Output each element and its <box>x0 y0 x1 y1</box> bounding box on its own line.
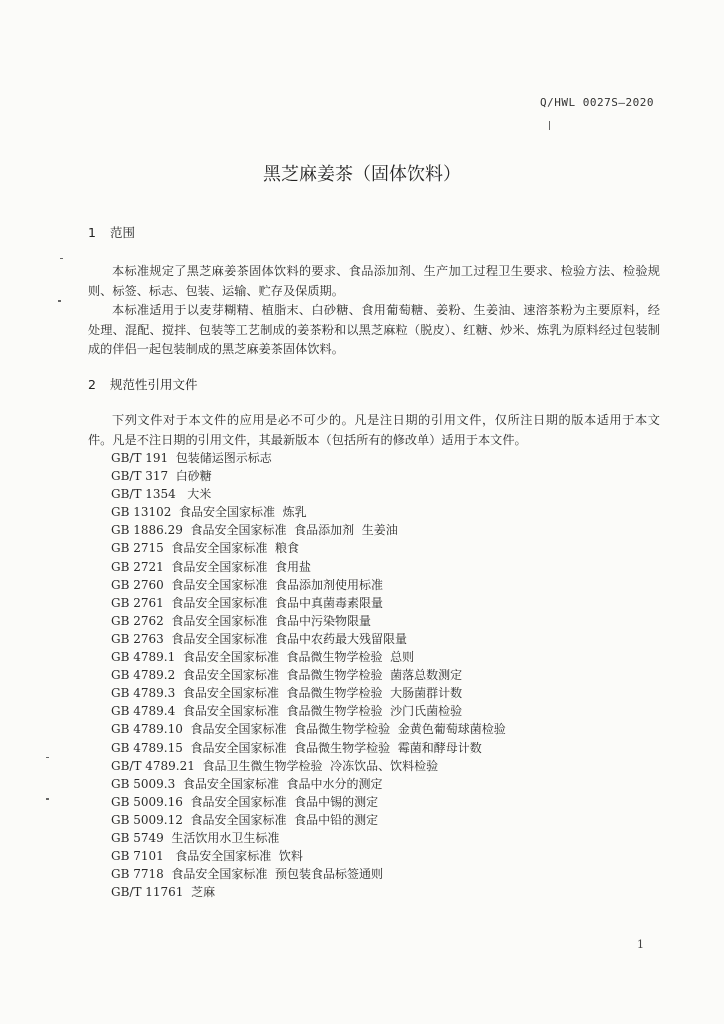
document-code: Q/HWL 0027S—2020 <box>540 96 654 109</box>
scan-speck <box>60 258 63 259</box>
reference-item: GB 2763 食品安全国家标准 食品中农药最大残留限量 <box>111 631 408 646</box>
reference-list <box>111 449 506 901</box>
reference-item: GB 13102 食品安全国家标准 炼乳 <box>111 505 307 520</box>
scan-speck <box>46 757 49 758</box>
reference-item: GB 7718 食品安全国家标准 预包装食品标签通则 <box>111 867 384 882</box>
reference-item: GB 4789.10 食品安全国家标准 食品微生物学检验 金黄色葡萄球菌检验 <box>111 722 506 737</box>
scan-speck <box>549 121 550 130</box>
section-title: 范围 <box>109 225 135 240</box>
reference-item: GB 4789.4 食品安全国家标准 食品微生物学检验 沙门氏菌检验 <box>111 704 463 719</box>
section-number: 2 <box>88 377 96 392</box>
scan-speck <box>46 798 49 800</box>
reference-item: GB 2760 食品安全国家标准 食品添加剂使用标准 <box>111 577 384 592</box>
reference-item: GB 5749 生活饮用水卫生标准 <box>111 830 280 845</box>
document-title: 黑芝麻姜茶（固体饮料） <box>263 164 461 185</box>
reference-item: GB 4789.15 食品安全国家标准 食品微生物学检验 霉菌和酵母计数 <box>111 740 482 755</box>
reference-item: GB 4789.3 食品安全国家标准 食品微生物学检验 大肠菌群计数 <box>111 686 463 701</box>
reference-item: GB 2762 食品安全国家标准 食品中污染物限量 <box>111 613 372 628</box>
reference-item: GB 2761 食品安全国家标准 食品中真菌毒素限量 <box>111 595 384 610</box>
reference-item: GB/T 4789.21 食品卫生微生物学检验 冷冻饮品、饮料检验 <box>111 758 439 773</box>
reference-item: GB 2715 食品安全国家标准 粮食 <box>111 541 300 556</box>
reference-item: GB 5009.16 食品安全国家标准 食品中锡的测定 <box>111 794 379 809</box>
reference-item: GB 2721 食品安全国家标准 食用盐 <box>111 559 312 574</box>
reference-item: GB/T 11761 芝麻 <box>111 885 216 900</box>
reference-item: GB 5009.3 食品安全国家标准 食品中水分的测定 <box>111 776 383 791</box>
section-heading-scope <box>88 223 135 241</box>
reference-item: GB 5009.12 食品安全国家标准 食品中铅的测定 <box>111 812 379 827</box>
reference-item: GB 1886.29 食品安全国家标准 食品添加剂 生姜油 <box>111 523 398 538</box>
section-heading-references <box>88 375 198 393</box>
reference-item: GB 4789.2 食品安全国家标准 食品微生物学检验 菌落总数测定 <box>111 668 463 683</box>
section-title: 规范性引用文件 <box>109 377 198 392</box>
references-intro: 下列文件对于本文件的应用是必不可少的。凡是注日期的引用文件，仅所注日期的版本适用于本文件。凡是不注日期的引用文件，其最新版本（包括所有的修改单）适用于本文件。 <box>88 413 660 447</box>
reference-item: GB/T 191 包装储运图示标志 <box>111 451 272 465</box>
scope-paragraph-1: 本标准规定了黑芝麻姜茶固体饮料的要求、食品添加剂、生产加工过程卫生要求、检验方法、检验规则、标签、标志、包装、运输、贮存及保质期。 <box>88 264 660 298</box>
reference-item: GB/T 317 白砂糖 <box>111 469 212 484</box>
reference-item: GB 7101 食品安全国家标准 饮料 <box>111 849 303 864</box>
scope-paragraph-2: 本标准适用于以麦芽糊精、植脂末、白砂糖、食用葡萄糖、姜粉、生姜油、速溶茶粉为主要原料，经处理、混配、搅拌、包装等工艺制成的姜茶粉和以黑芝麻粒（脱皮）、红糖、炒米、炼乳为原料经过包装制成的伴侣一起包装制成的黑芝麻姜茶固体饮料。 <box>88 303 660 356</box>
reference-item: GB/T 1354 大米 <box>111 487 212 502</box>
page-number: 1 <box>637 938 644 951</box>
section-number: 1 <box>88 225 96 240</box>
scan-speck <box>58 300 61 302</box>
reference-item: GB 4789.1 食品安全国家标准 食品微生物学检验 总则 <box>111 650 415 665</box>
